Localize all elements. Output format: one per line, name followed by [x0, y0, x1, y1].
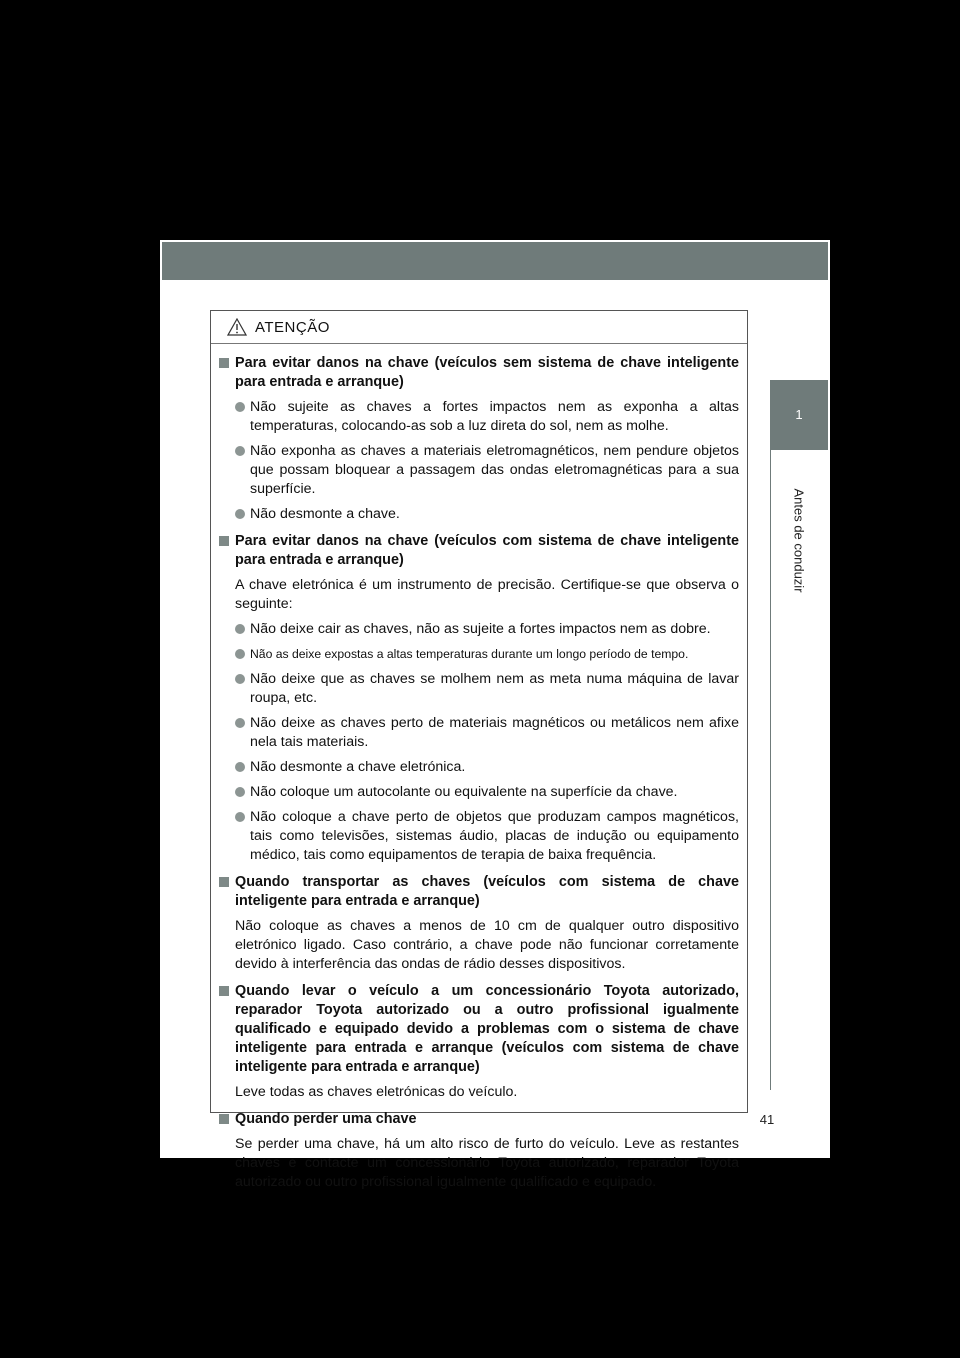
bullet-item — [235, 783, 739, 802]
warning-body — [211, 344, 747, 1192]
section-heading — [219, 354, 739, 392]
bullet-text: Não as deixe expostas a altas temperaturas durante um longo período de tempo. — [250, 647, 689, 661]
warning-section — [219, 1110, 739, 1192]
bullet-item — [235, 442, 739, 499]
header-bar — [162, 242, 828, 280]
bullet-text: Não deixe cair as chaves, não as sujeite a fortes impactos nem as dobre. — [250, 621, 711, 637]
warning-box — [210, 310, 748, 1190]
section-paragraph: Não coloque as chaves a menos de 10 cm de qualquer outro dispositivo eletrónico ligado. Caso contrário, a chave pode não funcionar corretamente devido à interferência das ondas de rádio desses dispositivos. — [235, 918, 739, 972]
chapter-tab — [770, 380, 828, 450]
section-heading-text: Quando transportar as chaves (veículos com sistema de chave inteligente para entrada e arranque) — [235, 874, 739, 909]
chapter-label-text: Antes de conduzir — [791, 487, 807, 593]
bullet-item — [235, 714, 739, 752]
section-heading-text: Quando perder uma chave — [235, 1111, 417, 1127]
warning-section — [219, 873, 739, 974]
page-number: 41 — [759, 1112, 775, 1127]
bullet-item — [235, 398, 739, 436]
bullet-text: Não desmonte a chave eletrónica. — [250, 759, 466, 775]
round-bullet-icon — [235, 674, 245, 684]
bullet-item — [235, 620, 739, 639]
bullet-item — [235, 645, 739, 664]
bullet-text: Não deixe que as chaves se molhem nem as meta numa máquina de lavar roupa, etc. — [250, 671, 739, 706]
warning-title: ATENÇÃO — [255, 318, 330, 336]
bullet-text: Não exponha as chaves a materiais eletromagnéticos, nem pendure objetos que possam bloquear a passagem das ondas eletromagnéticas para a sua superfície. — [250, 443, 739, 497]
square-bullet-icon — [219, 1114, 229, 1124]
bullet-item — [235, 670, 739, 708]
section-heading — [219, 982, 739, 1077]
round-bullet-icon — [235, 718, 245, 728]
bullet-item — [235, 505, 739, 524]
warning-section — [219, 982, 739, 1102]
warning-section — [219, 354, 739, 524]
bullet-text: Não coloque a chave perto de objetos que produzam campos magnéticos, tais como televisões, sistemas áudio, placas de indução ou equipamento médico, tais como equipamentos de terapia de baixa frequência. — [250, 809, 739, 863]
round-bullet-icon — [235, 812, 245, 822]
section-heading-text: Quando levar o veículo a um concessionário Toyota autorizado, reparador Toyota autorizado ou a outro profissional igualmente qualificado e equipado devido a problemas com o sistema de chave inteligente para entrada e arranque (veículos com sistema de chave inteligente para entrada e arranque) — [235, 983, 739, 1075]
chapter-label — [775, 470, 823, 610]
round-bullet-icon — [235, 446, 245, 456]
square-bullet-icon — [219, 536, 229, 546]
warning-header — [211, 311, 747, 344]
round-bullet-icon — [235, 787, 245, 797]
chapter-number: 1 — [795, 407, 803, 422]
section-heading-text: Para evitar danos na chave (veículos sem sistema de chave inteligente para entrada e arranque) — [235, 355, 739, 390]
section-paragraph: Se perder uma chave, há um alto risco de furto do veículo. Leve as restantes chaves e contacte um concessionário Toyota autorizado, reparador Toyota autorizado ou outro profissional igualmente qualificado e equipado. — [235, 1136, 739, 1190]
square-bullet-icon — [219, 986, 229, 996]
manual-page — [160, 240, 830, 1190]
warning-triangle-icon — [227, 318, 247, 336]
section-heading — [219, 1110, 739, 1129]
bullet-text: Não deixe as chaves perto de materiais magnéticos ou metálicos nem afixe nela tais materiais. — [250, 715, 739, 750]
bullet-text: Não coloque um autocolante ou equivalente na superfície da chave. — [250, 784, 678, 800]
square-bullet-icon — [219, 358, 229, 368]
side-divider — [770, 450, 771, 1090]
round-bullet-icon — [235, 762, 245, 772]
section-heading-text: Para evitar danos na chave (veículos com sistema de chave inteligente para entrada e arranque) — [235, 533, 739, 568]
warning-section — [219, 532, 739, 865]
section-heading — [219, 532, 739, 570]
bullet-item — [235, 808, 739, 865]
bullet-text: Não desmonte a chave. — [250, 506, 400, 522]
bullet-item — [235, 758, 739, 777]
round-bullet-icon — [235, 649, 245, 659]
section-paragraph: A chave eletrónica é um instrumento de precisão. Certifique-se que observa o seguinte: — [235, 577, 739, 612]
square-bullet-icon — [219, 877, 229, 887]
bullet-text: Não sujeite as chaves a fortes impactos nem as exponha a altas temperaturas, colocando-as sob a luz direta do sol, nem as molhe. — [250, 399, 739, 434]
section-heading — [219, 873, 739, 911]
section-paragraph: Leve todas as chaves eletrónicas do veículo. — [235, 1084, 518, 1100]
round-bullet-icon — [235, 402, 245, 412]
round-bullet-icon — [235, 624, 245, 634]
round-bullet-icon — [235, 509, 245, 519]
